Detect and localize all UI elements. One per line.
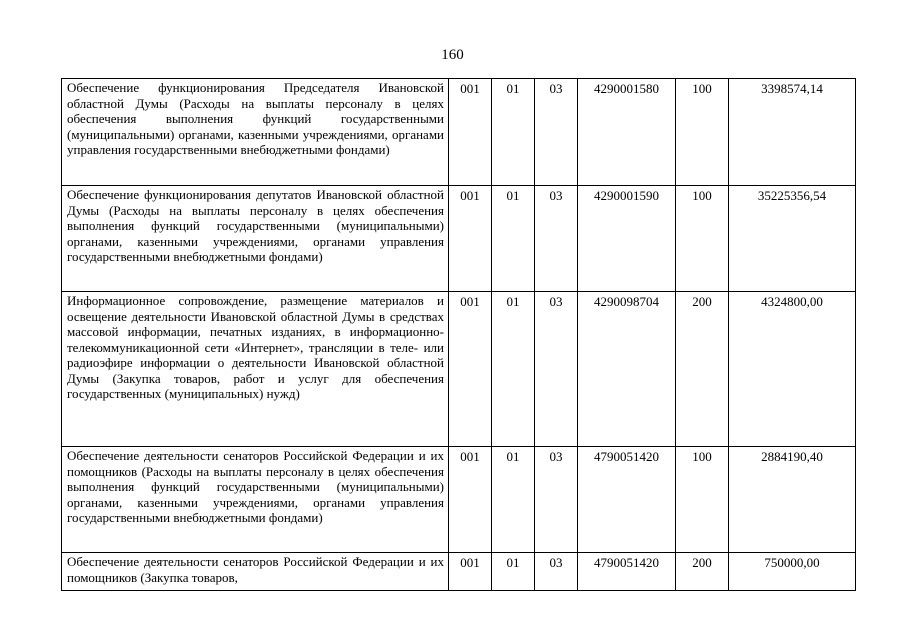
row-expense-type: 100 <box>676 447 729 553</box>
row-ministry-code: 001 <box>449 292 492 447</box>
row-subsection-code: 03 <box>535 292 578 447</box>
row-amount: 3398574,14 <box>729 79 856 186</box>
row-description: Информационное сопровождение, размещение материалов и освещение деятельности Ивановской областной Думы в средствах массовой информации, печатных изданиях, в информационно-телекоммуникационной сети «Интернет», трансляции в теле- или радиоэфире информации о деятельности Ивановской областной Думы (Закупка товаров, работ и услуг для обеспечения государственных (муниципальных) нужд) <box>62 292 449 447</box>
row-target-article: 4290001590 <box>578 186 676 292</box>
row-description: Обеспечение функционирования депутатов Ивановской областной Думы (Расходы на выплаты персоналу в целях обеспечения выполнения функций государственными (муниципальными) органами, казенными учреждениями, органами управления государственными внебюджетными фондами) <box>62 186 449 292</box>
row-subsection-code: 03 <box>535 447 578 553</box>
row-target-article: 4290098704 <box>578 292 676 447</box>
row-target-article: 4290001580 <box>578 79 676 186</box>
row-target-article: 4790051420 <box>578 553 676 591</box>
row-target-article: 4790051420 <box>578 447 676 553</box>
row-expense-type: 200 <box>676 292 729 447</box>
row-description: Обеспечение деятельности сенаторов Российской Федерации и их помощников (Закупка товаров, <box>62 553 449 591</box>
budget-table <box>61 78 856 591</box>
row-section-code: 01 <box>492 79 535 186</box>
row-amount: 35225356,54 <box>729 186 856 292</box>
row-ministry-code: 001 <box>449 447 492 553</box>
row-description: Обеспечение функционирования Председателя Ивановской областной Думы (Расходы на выплаты персоналу в целях обеспечения выполнения функций государственными (муниципальными) органами, казенными учреждениями, органами управления государственными внебюджетными фондами) <box>62 79 449 186</box>
row-section-code: 01 <box>492 553 535 591</box>
row-ministry-code: 001 <box>449 79 492 186</box>
row-expense-type: 200 <box>676 553 729 591</box>
page-number: 160 <box>441 47 464 63</box>
row-ministry-code: 001 <box>449 553 492 591</box>
row-section-code: 01 <box>492 292 535 447</box>
row-section-code: 01 <box>492 186 535 292</box>
row-section-code: 01 <box>492 447 535 553</box>
row-subsection-code: 03 <box>535 553 578 591</box>
row-amount: 750000,00 <box>729 553 856 591</box>
row-amount: 4324800,00 <box>729 292 856 447</box>
table-row <box>62 553 856 591</box>
row-subsection-code: 03 <box>535 79 578 186</box>
row-description: Обеспечение деятельности сенаторов Российской Федерации и их помощников (Расходы на выплаты персоналу в целях обеспечения выполнения функций государственными (муниципальными) органами, казенными учреждениями, органами управления государственными внебюджетными фондами) <box>62 447 449 553</box>
row-expense-type: 100 <box>676 79 729 186</box>
row-subsection-code: 03 <box>535 186 578 292</box>
table-row <box>62 292 856 447</box>
row-expense-type: 100 <box>676 186 729 292</box>
table-row <box>62 186 856 292</box>
row-ministry-code: 001 <box>449 186 492 292</box>
table-row <box>62 79 856 186</box>
table-row <box>62 447 856 553</box>
row-amount: 2884190,40 <box>729 447 856 553</box>
